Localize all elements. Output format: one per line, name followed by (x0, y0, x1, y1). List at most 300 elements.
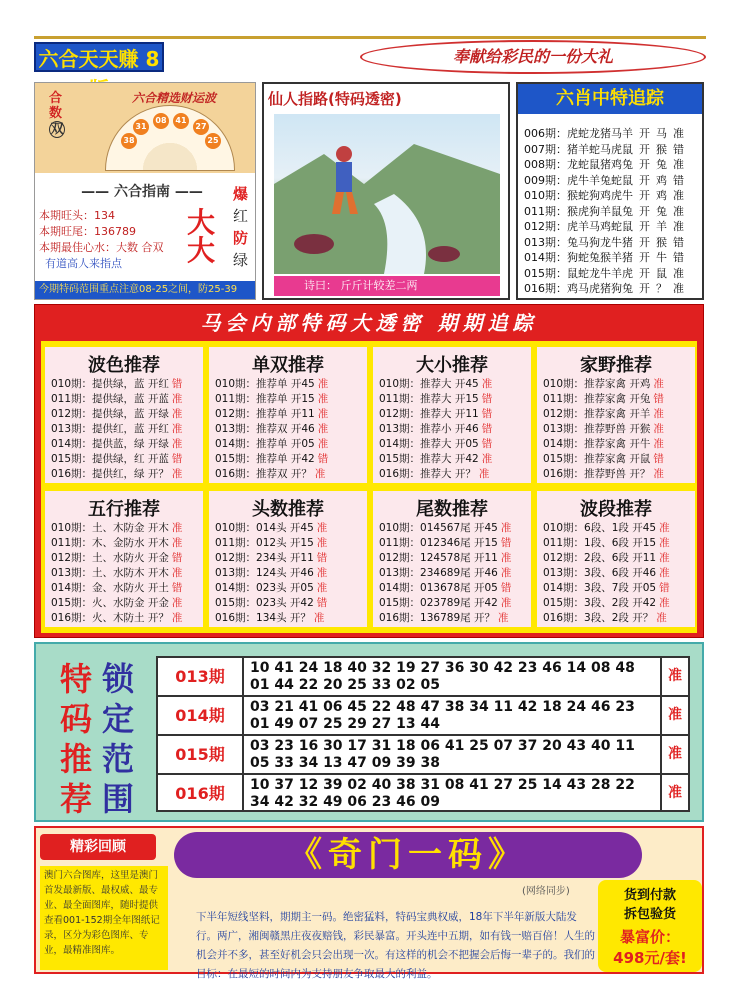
fan-area (35, 83, 255, 173)
tracker-mark: 错 (673, 173, 684, 187)
lock-result: 准 (660, 775, 688, 812)
card-row-result: 错 (171, 378, 183, 390)
guide-line: 本期旺头：134 (39, 209, 115, 222)
card-row-text: 015期：3段、2段 开42 (543, 597, 657, 609)
card-row-result: 准 (171, 522, 183, 534)
card-row (51, 437, 203, 452)
card-row-text: 015期：023头 开42 (215, 597, 314, 609)
recommend-card (373, 491, 531, 627)
card-row-result: 准 (653, 468, 664, 480)
tracker-mark: 准 (673, 220, 684, 233)
tracker-row (524, 281, 684, 297)
card-row-text: 012期：提供绿，蓝 开绿 (51, 408, 169, 420)
guide-line: 本期旺尾：136789 (39, 225, 136, 238)
card-row (543, 467, 695, 482)
card-row-text: 013期：推荐双 开46 (215, 423, 315, 435)
tracker-result: ？ (656, 282, 667, 295)
lock-result: 准 (660, 658, 688, 695)
price-line: 拆包验货 (623, 907, 676, 922)
tracker-open: 开 (639, 251, 650, 264)
tracker-open: 开 (639, 220, 650, 233)
tracker-row (524, 188, 684, 204)
card-row-text: 013期：234689尾 开46 (379, 567, 498, 579)
tracker-open: 开 (639, 266, 650, 280)
tracker-open: 开 (639, 173, 650, 187)
lock-period: 014期 (158, 697, 244, 734)
tracker-result: 马 (656, 127, 667, 140)
card-row-result: 错 (481, 423, 493, 435)
lock-numbers-line: 01 44 22 20 25 33 02 05 (250, 677, 440, 693)
card-title: 单双推荐 (252, 355, 324, 376)
card-row-text: 014期：推荐单 开05 (215, 438, 315, 450)
card-row-text: 013期：土、水防木 开木 (51, 567, 169, 579)
header-divider (34, 36, 706, 39)
lock-left-char: 特 (59, 660, 92, 698)
card-row-result: 准 (171, 423, 183, 435)
tracker-result: 牛 (656, 251, 667, 264)
card-row (215, 437, 367, 452)
lock-numbers (250, 660, 660, 694)
heshu-label: 合数 双 (49, 91, 64, 137)
six-zodiac-tracker (516, 82, 704, 300)
tracker-row (524, 126, 684, 142)
card-row (215, 581, 367, 596)
side-word: 绿 (233, 251, 249, 269)
card-row-result: 准 (313, 612, 325, 624)
tracker-row (524, 173, 684, 189)
card-row-text: 014期：3段、7段 开05 (543, 582, 657, 594)
card-row-result: 准 (316, 537, 328, 549)
card-row-result: 准 (316, 567, 328, 579)
card-row (51, 521, 203, 536)
card-row-result: 准 (659, 597, 670, 609)
tracker-animals: 鼠蛇龙牛羊虎 (567, 266, 633, 280)
slogan: 奉献给彩民的一份大礼 (360, 40, 706, 74)
card-row-text: 014期：推荐大 开05 (379, 438, 479, 450)
card-row-text: 012期：土、水防火 开金 (51, 552, 169, 564)
tracker-row (524, 204, 684, 220)
card-row (543, 407, 695, 422)
card-row-text: 011期：推荐大 开15 (379, 393, 479, 405)
qimen-ad (34, 826, 704, 980)
card-row-result: 错 (481, 393, 493, 405)
card-row-result: 准 (500, 552, 512, 564)
tracker-period: 006期： (524, 127, 567, 140)
card-row (379, 596, 531, 611)
recommend-card (537, 491, 695, 627)
tracker-open: 开 (639, 127, 650, 140)
side-word: 防 (233, 229, 249, 247)
card-row (215, 536, 367, 551)
card-row-text: 010期：6段、1段 开45 (543, 522, 657, 534)
tracker-result: 猴 (656, 235, 667, 249)
tracker-open: 开 (639, 235, 650, 249)
tracker-animals: 猴蛇狗鸡虎牛 (567, 189, 633, 202)
card-row-text: 015期：023789尾 开42 (379, 597, 498, 609)
card-row (215, 521, 367, 536)
tracker-open: 开 (639, 158, 650, 171)
tracker-period: 009期： (524, 173, 567, 187)
hint-picture-panel (262, 82, 510, 300)
picture-title: 仙人指路(特码透密) (268, 90, 402, 108)
card-row-result: 准 (497, 612, 509, 624)
card-row (543, 611, 695, 626)
card-row-text: 010期：推荐单 开45 (215, 378, 315, 390)
card-title: 尾数推荐 (416, 499, 488, 520)
card-row-result: 错 (653, 453, 664, 465)
card-title: 五行推荐 (88, 499, 160, 520)
card-row (543, 566, 695, 581)
card-row-result: 准 (653, 423, 664, 435)
guide-title: —— 六合指南 —— (81, 184, 203, 200)
card-row-text: 012期：2段、6段 开11 (543, 552, 657, 564)
card-row-result: 错 (316, 597, 328, 609)
lock-numbers (250, 699, 660, 733)
price-label: 暴富价： (619, 928, 680, 946)
card-row (215, 392, 367, 407)
card-row-result: 错 (317, 453, 329, 465)
tracker-result: 兔 (656, 158, 667, 171)
card-row (379, 437, 531, 452)
card-row-result: 准 (500, 597, 512, 609)
card-row-text: 012期：234头 开11 (215, 552, 314, 564)
card-row (379, 452, 531, 467)
lock-numbers-line: 05 33 34 13 47 09 39 38 (250, 755, 440, 771)
card-row-text: 011期：提供绿，蓝 开蓝 (51, 393, 169, 405)
card-row (543, 521, 695, 536)
card-row (543, 452, 695, 467)
review-text: 澳门六合图库，这里是澳门首发最新版、最权威、最专业、最全面图库，随时提供查看001-152期全年图纸记录，区分为彩色图库、专业，最精准图库。 (40, 866, 168, 970)
lock-right-char: 范 (101, 740, 134, 778)
card-row (51, 551, 203, 566)
card-row-text: 016期：推荐双 开？ (215, 468, 312, 480)
card-row-text: 014期：023头 开05 (215, 582, 314, 594)
range-footer: 今期特码范围重点注意08-25之间，防25-39 (35, 281, 255, 299)
insider-banner: 马会内部特码大透密 期期追踪 (200, 311, 538, 335)
card-row-result: 准 (659, 522, 670, 534)
lock-row (158, 775, 688, 814)
guide-panel (34, 82, 256, 300)
card-row-text: 015期：提供绿，红 开蓝 (51, 453, 169, 465)
card-row-text: 010期：推荐家禽 开鸡 (543, 378, 651, 390)
card-row-text: 012期：推荐单 开11 (215, 408, 315, 420)
tracker-row (524, 142, 684, 158)
card-row-result: 准 (171, 438, 183, 450)
card-row (543, 437, 695, 452)
tracker-row (524, 266, 684, 282)
side-word: 红 (233, 207, 249, 225)
card-row-text: 010期：提供绿，蓝 开红 (51, 378, 169, 390)
recommend-card (209, 491, 367, 627)
card-row (215, 611, 367, 626)
card-row (51, 536, 203, 551)
card-row (543, 581, 695, 596)
card-row-text: 016期：火、木防土 开？ (51, 612, 169, 624)
lock-period: 013期 (158, 658, 244, 695)
card-row-result: 准 (500, 522, 512, 534)
fan-ball: 31 (133, 119, 149, 135)
tracker-list (524, 126, 684, 297)
card-row-result: 准 (478, 468, 490, 480)
card-row (51, 407, 203, 422)
tracker-period: 013期： (524, 235, 567, 249)
card-row-result: 准 (317, 393, 329, 405)
card-row-text: 013期：3段、6段 开46 (543, 567, 657, 579)
card-row-text: 013期：124头 开46 (215, 567, 314, 579)
tracker-animals: 龙蛇鼠猪鸡兔 (567, 158, 633, 171)
price-value: 498元/套! (613, 949, 687, 967)
card-row (379, 566, 531, 581)
tracker-animals: 兔马狗龙牛猪 (567, 235, 633, 249)
tracker-open: 开 (639, 189, 650, 202)
tracker-result: 鸡 (656, 173, 667, 187)
tracker-result: 鼠 (656, 266, 667, 280)
card-row-result: 准 (500, 567, 512, 579)
fan-ball: 08 (153, 113, 169, 129)
card-row-result: 准 (171, 468, 183, 480)
lock-numbers-line: 34 42 32 49 06 23 46 09 (250, 794, 440, 810)
card-row-result: 准 (659, 552, 670, 564)
card-row-result: 准 (316, 582, 328, 594)
lock-left-char: 推 (59, 740, 92, 778)
fan-ball: 27 (193, 119, 209, 135)
big-char: 大 (187, 206, 216, 239)
tracker-period: 010期： (524, 189, 567, 202)
card-row (215, 422, 367, 437)
tracker-row (524, 157, 684, 173)
recommend-card (209, 347, 367, 483)
tracker-result: 羊 (656, 220, 667, 233)
card-row-text: 014期：推荐家禽 开牛 (543, 438, 651, 450)
fan-ball: 25 (205, 133, 221, 149)
card-row (51, 611, 203, 626)
tracker-mark: 准 (673, 266, 684, 280)
tracker-animals: 虎蛇龙猪马羊 (567, 127, 633, 140)
card-row (543, 422, 695, 437)
card-row-text: 015期：推荐家禽 开鼠 (543, 453, 651, 465)
tracker-animals: 狗蛇兔猴羊猪 (567, 251, 633, 264)
tracker-mark: 准 (673, 282, 684, 295)
card-row (379, 377, 531, 392)
card-row-result: 准 (316, 522, 328, 534)
tracker-result: 猴 (656, 142, 667, 156)
card-row-text: 010期：推荐大 开45 (379, 378, 479, 390)
card-row (215, 551, 367, 566)
lock-numbers-line: 03 23 16 30 17 31 18 06 41 25 07 37 20 43 40 11 (250, 738, 635, 754)
card-row-text: 012期：推荐家禽 开羊 (543, 408, 651, 420)
big-char: 大 (187, 234, 216, 267)
price-line: 货到付款 (623, 888, 676, 903)
lock-result: 准 (660, 736, 688, 773)
card-row-result: 错 (171, 453, 183, 465)
card-row-result: 准 (656, 612, 667, 624)
card-title: 头数推荐 (252, 499, 324, 520)
qimen-banner: 《奇门一码》 (174, 832, 642, 878)
lock-right-char: 围 (101, 780, 134, 818)
guide-line: 本期最佳心水：大数 合双 (39, 241, 164, 254)
card-row-text: 015期：推荐单 开42 (215, 453, 315, 465)
card-row-result: 准 (659, 537, 670, 549)
card-row-result: 准 (171, 597, 183, 609)
lock-result: 准 (660, 697, 688, 734)
card-row-result: 准 (653, 438, 664, 450)
card-title: 大小推荐 (416, 355, 488, 376)
card-row-text: 011期：推荐家禽 开兔 (543, 393, 651, 405)
lock-numbers-line: 01 49 07 25 29 27 13 44 (250, 716, 440, 732)
card-row (51, 377, 203, 392)
qimen-description: 下半年短线坚料，期期主一码。绝密猛料，特码宝典权威，18年下半年新版大陆发行。两广，湘闽赣黑庄夜夜赔钱，彩民暴富。开头连中五期，如有钱一赔百倍！人生的机会并不多，甚至好机会只会出现一次。有这样的机会不把握会后悔一辈子的。我们的目标：在最短的时间内为支持朋友争取最大的利益。 (196, 911, 595, 980)
card-row-text: 015期：火、水防金 开金 (51, 597, 169, 609)
recommend-card (45, 347, 203, 483)
card-row-text: 011期：木、金防水 开木 (51, 537, 169, 549)
fan-ball: 38 (121, 133, 137, 149)
tracker-mark: 准 (673, 189, 684, 202)
card-row-result: 准 (659, 567, 670, 579)
tracker-animals: 猪羊蛇马虎鼠 (567, 142, 633, 156)
lock-numbers-line: 10 37 12 39 02 40 38 31 08 41 27 25 14 43 28 22 (250, 777, 635, 793)
tracker-period: 012期： (524, 220, 567, 233)
lock-row (158, 658, 688, 697)
card-row-text: 011期：012346尾 开15 (379, 537, 498, 549)
card-title: 波段推荐 (580, 499, 652, 520)
card-row-result: 准 (317, 408, 329, 420)
tracker-open: 开 (639, 204, 650, 218)
tracker-mark: 错 (673, 142, 684, 156)
tracker-period: 008期： (524, 158, 567, 171)
card-row-result: 准 (171, 612, 183, 624)
card-row-text: 012期：124578尾 开11 (379, 552, 498, 564)
lock-right-char: 锁 (101, 660, 134, 698)
tracker-mark: 准 (673, 204, 684, 218)
tracker-open: 开 (639, 142, 650, 156)
card-row-text: 010期：土、木防金 开木 (51, 522, 169, 534)
card-row-result: 错 (316, 552, 328, 564)
card-row (51, 596, 203, 611)
card-row-result: 准 (653, 408, 664, 420)
card-row-text: 012期：推荐大 开11 (379, 408, 479, 420)
card-row-text: 013期：推荐野兽 开猴 (543, 423, 651, 435)
card-row-result: 准 (481, 453, 493, 465)
tracker-row (524, 250, 684, 266)
card-row-text: 016期：136789尾 开？ (379, 612, 495, 624)
card-row-text: 013期：推荐小 开46 (379, 423, 479, 435)
tracker-result: 鸡 (656, 189, 667, 202)
card-row-text: 010期：014567尾 开45 (379, 522, 498, 534)
lock-numbers-line: 10 41 24 18 40 32 19 27 36 30 42 23 46 14 08 48 (250, 660, 635, 676)
lock-numbers-line: 03 21 41 06 45 22 48 47 38 34 11 42 18 24 46 23 (250, 699, 635, 715)
card-row-text: 016期：134头 开？ (215, 612, 311, 624)
card-row (51, 467, 203, 482)
card-row-text: 016期：推荐大 开？ (379, 468, 476, 480)
card-row-result: 错 (481, 408, 493, 420)
card-row-result: 错 (659, 582, 670, 594)
card-row (51, 581, 203, 596)
card-row-result: 准 (171, 393, 183, 405)
tracker-animals: 鸡马虎猪狗兔 (567, 282, 633, 295)
card-row (379, 422, 531, 437)
card-row (543, 596, 695, 611)
tracker-animals: 猴虎狗羊鼠兔 (567, 204, 633, 218)
tracker-row (524, 235, 684, 251)
card-row-text: 010期：014头 开45 (215, 522, 314, 534)
card-row-result: 准 (171, 537, 183, 549)
tracker-mark: 错 (673, 251, 684, 264)
card-row (379, 611, 531, 626)
card-row (379, 521, 531, 536)
card-row (215, 566, 367, 581)
card-row (379, 551, 531, 566)
card-row (51, 422, 203, 437)
lock-right-char: 定 (101, 700, 134, 738)
review-title: 精彩回顾 (40, 834, 156, 860)
tracker-period: 007期： (524, 142, 567, 156)
card-row-result: 准 (317, 378, 329, 390)
lock-left-char: 码 (59, 700, 92, 738)
card-row-text: 014期：金、水防火 开土 (51, 582, 169, 594)
card-row-result: 错 (500, 582, 512, 594)
card-row (379, 536, 531, 551)
card-row (51, 566, 203, 581)
card-row-text: 015期：推荐大 开42 (379, 453, 479, 465)
card-row-result: 准 (481, 378, 493, 390)
card-row-text: 014期：提供蓝，绿 开绿 (51, 438, 169, 450)
card-row-result: 准 (317, 438, 329, 450)
lock-range-section (34, 642, 704, 822)
card-row (543, 536, 695, 551)
card-row-result: 准 (171, 567, 183, 579)
card-row-result: 准 (653, 378, 664, 390)
price-box (598, 880, 702, 972)
card-row-text: 016期：推荐野兽 开？ (543, 468, 651, 480)
cards-area (41, 341, 697, 633)
card-row-text: 011期：012头 开15 (215, 537, 314, 549)
sync-label: (网络同步) (522, 886, 570, 897)
card-row-text: 014期：013678尾 开05 (379, 582, 498, 594)
tracker-animals: 虎牛羊兔蛇鼠 (567, 173, 633, 187)
page-title: 六合天天赚 8 (34, 42, 164, 72)
lock-row (158, 736, 688, 775)
tracker-mark: 准 (673, 127, 684, 140)
guide-hint: 有道高人来指点 (45, 257, 122, 270)
card-row (379, 467, 531, 482)
tracker-period: 011期： (524, 204, 567, 218)
side-word: 爆 (233, 185, 249, 203)
card-row-text: 013期：提供红，蓝 开红 (51, 423, 169, 435)
lock-numbers (250, 777, 660, 811)
fan-title: 六合精选财运波 (131, 91, 216, 105)
tracker-mark: 准 (673, 158, 684, 171)
card-row (215, 596, 367, 611)
card-row-result: 错 (481, 438, 493, 450)
insider-section (34, 304, 704, 638)
card-row (379, 407, 531, 422)
card-row (379, 581, 531, 596)
card-row (543, 551, 695, 566)
fan-ball: 41 (173, 113, 189, 129)
tracker-period: 014期： (524, 251, 567, 264)
tracker-period: 016期： (524, 282, 567, 295)
lock-numbers (250, 738, 660, 772)
tracker-open: 开 (639, 282, 650, 295)
card-row-result: 准 (171, 408, 183, 420)
recommend-card (373, 347, 531, 483)
card-row-text: 011期：1段、6段 开15 (543, 537, 657, 549)
card-row (51, 392, 203, 407)
card-row-result: 错 (653, 393, 664, 405)
tracker-result: 兔 (656, 204, 667, 218)
card-row (215, 452, 367, 467)
tracker-row (524, 219, 684, 235)
